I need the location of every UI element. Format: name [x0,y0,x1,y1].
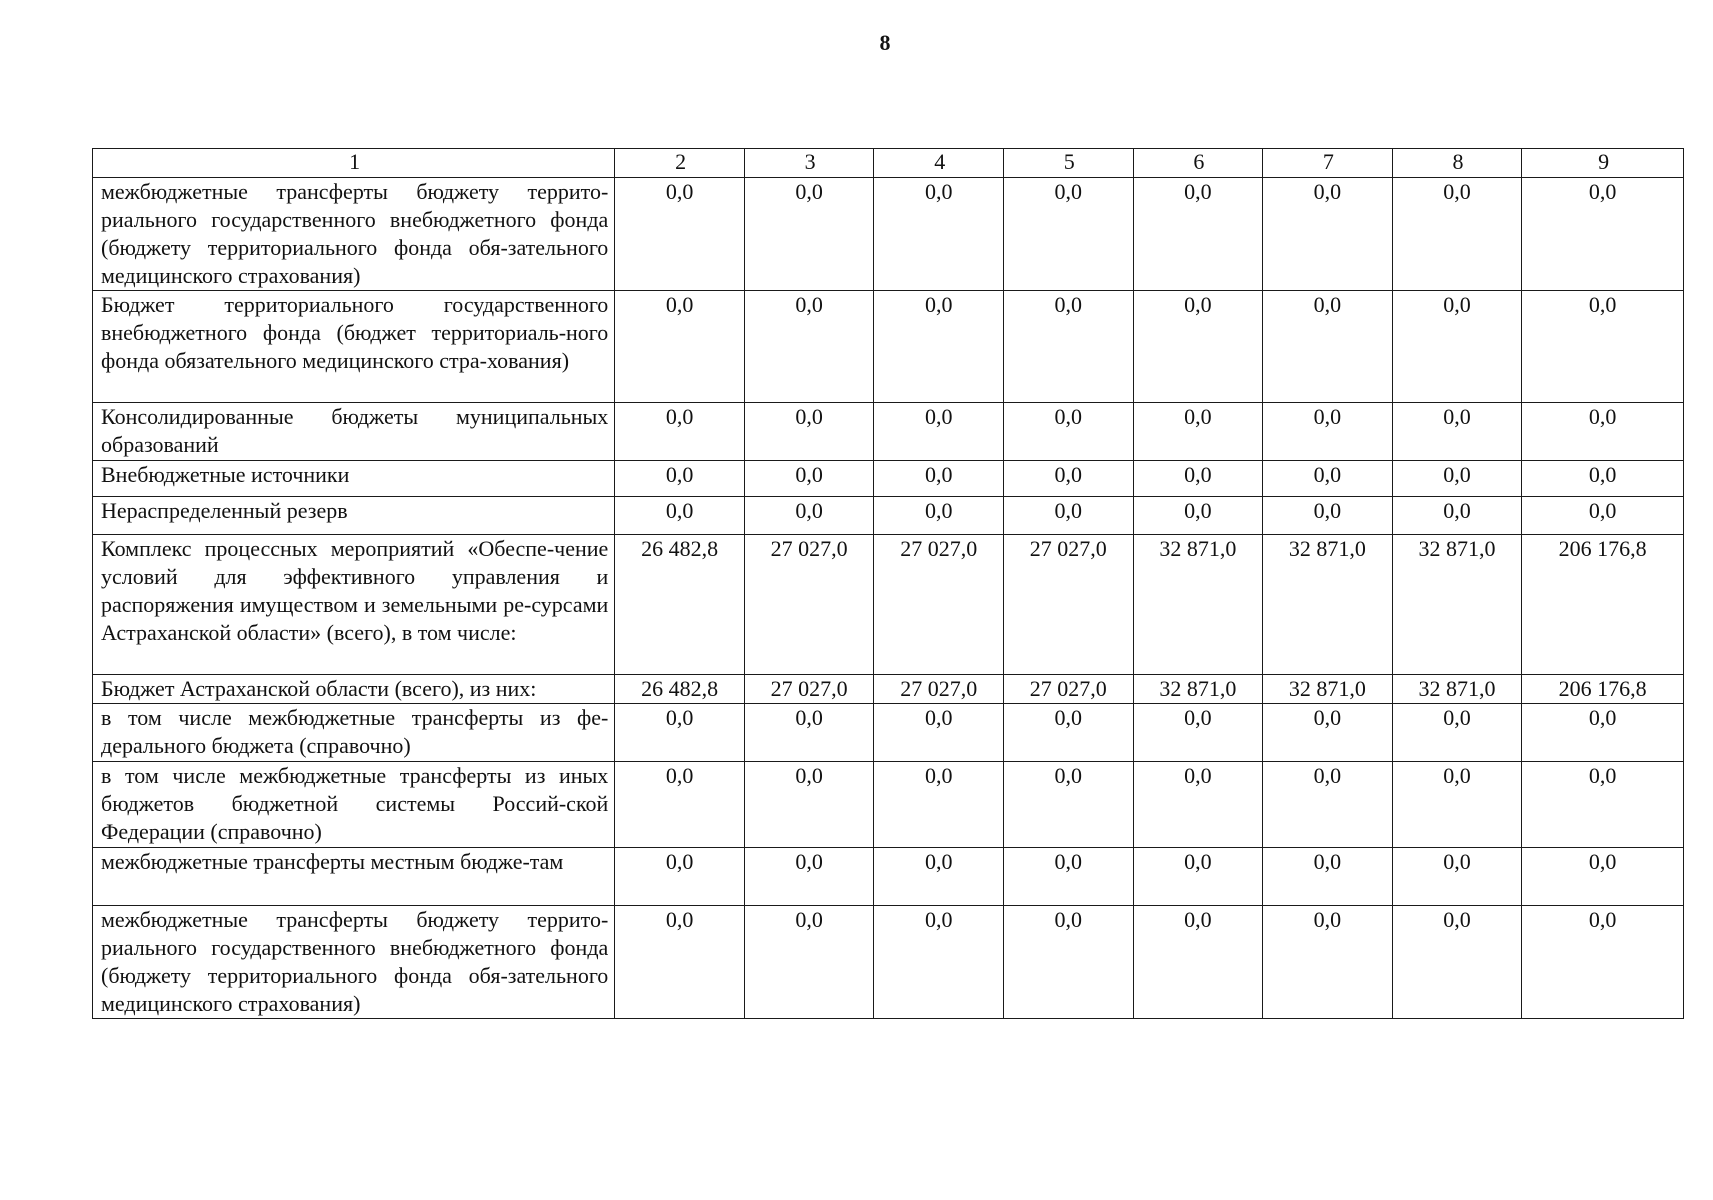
row-label: межбюджетные трансферты бюджету террито-риального государственного внебюджетного фонда (бюджету территориального фонда обя-зательного медицинского страхования) [93,906,615,1019]
cell-value: 0,0 [744,178,874,291]
column-number-header: 5 [1003,149,1133,178]
column-number-header: 2 [615,149,745,178]
row-label: в том числе межбюджетные трансферты из иных бюджетов бюджетной системы Россий-ской Федерации (справочно) [93,762,615,848]
cell-value: 0,0 [1133,497,1263,535]
cell-value: 0,0 [1003,291,1133,403]
cell-value: 0,0 [1522,704,1684,762]
cell-value: 0,0 [1003,848,1133,906]
cell-value: 0,0 [1133,906,1263,1019]
row-label: Нераспределенный резерв [93,497,615,535]
cell-value: 0,0 [615,848,745,906]
table-row [93,848,1684,906]
cell-value: 0,0 [1522,906,1684,1019]
cell-value: 0,0 [1133,178,1263,291]
cell-value: 0,0 [874,178,1004,291]
cell-value: 32 871,0 [1392,535,1522,675]
cell-value: 27 027,0 [744,675,874,704]
row-label: Бюджет Астраханской области (всего), из них: [93,675,615,704]
cell-value: 0,0 [615,906,745,1019]
cell-value: 206 176,8 [1522,675,1684,704]
cell-value: 0,0 [1522,291,1684,403]
cell-value: 0,0 [1263,906,1393,1019]
row-label: в том числе межбюджетные трансферты из фе-дерального бюджета (справочно) [93,704,615,762]
cell-value: 0,0 [744,403,874,461]
cell-value: 0,0 [1392,762,1522,848]
cell-value: 0,0 [1263,461,1393,497]
cell-value: 0,0 [615,704,745,762]
row-label: межбюджетные трансферты бюджету террито-риального государственного внебюджетного фонда (бюджету территориального фонда обя-зательного медицинского страхования) [93,178,615,291]
cell-value: 0,0 [874,291,1004,403]
cell-value: 0,0 [1133,403,1263,461]
cell-value: 0,0 [1263,762,1393,848]
cell-value: 32 871,0 [1133,675,1263,704]
cell-value: 0,0 [1133,848,1263,906]
cell-value: 0,0 [1003,403,1133,461]
row-label: Внебюджетные источники [93,461,615,497]
cell-value: 0,0 [615,178,745,291]
table-row [93,461,1684,497]
row-label: Консолидированные бюджеты муниципальных образований [93,403,615,461]
cell-value: 26 482,8 [615,675,745,704]
cell-value: 0,0 [874,906,1004,1019]
cell-value: 27 027,0 [874,535,1004,675]
cell-value: 0,0 [1133,291,1263,403]
cell-value: 27 027,0 [1003,675,1133,704]
cell-value: 32 871,0 [1263,675,1393,704]
cell-value: 0,0 [1392,403,1522,461]
cell-value: 0,0 [744,704,874,762]
cell-value: 0,0 [615,291,745,403]
cell-value: 27 027,0 [744,535,874,675]
cell-value: 32 871,0 [1133,535,1263,675]
column-number-header: 6 [1133,149,1263,178]
cell-value: 0,0 [1522,762,1684,848]
cell-value: 0,0 [874,461,1004,497]
table-row [93,403,1684,461]
table-row [93,535,1684,675]
cell-value: 0,0 [1263,497,1393,535]
cell-value: 0,0 [1003,704,1133,762]
cell-value: 0,0 [615,461,745,497]
row-label: Комплекс процессных мероприятий «Обеспе-чение условий для эффективного управления и распоряжения имуществом и земельными ре-сурсами Астраханской области» (всего), в том числе: [93,535,615,675]
table-row [93,291,1684,403]
table-row [93,497,1684,535]
table-row [93,704,1684,762]
cell-value: 0,0 [874,704,1004,762]
cell-value: 0,0 [1522,403,1684,461]
cell-value: 0,0 [1263,403,1393,461]
cell-value: 0,0 [1003,178,1133,291]
cell-value: 0,0 [1522,497,1684,535]
cell-value: 0,0 [1522,461,1684,497]
cell-value: 0,0 [744,461,874,497]
cell-value: 0,0 [1392,178,1522,291]
cell-value: 0,0 [1003,497,1133,535]
cell-value: 0,0 [744,906,874,1019]
column-number-header: 8 [1392,149,1522,178]
cell-value: 0,0 [1392,461,1522,497]
cell-value: 0,0 [615,497,745,535]
cell-value: 32 871,0 [1263,535,1393,675]
cell-value: 0,0 [744,762,874,848]
cell-value: 0,0 [744,848,874,906]
cell-value: 0,0 [744,497,874,535]
cell-value: 0,0 [1263,704,1393,762]
cell-value: 0,0 [874,848,1004,906]
table-row [93,178,1684,291]
row-label: межбюджетные трансферты местным бюдже-там [93,848,615,906]
cell-value: 0,0 [1003,906,1133,1019]
cell-value: 0,0 [874,497,1004,535]
cell-value: 27 027,0 [874,675,1004,704]
cell-value: 0,0 [1392,704,1522,762]
budget-table [92,148,1684,1019]
cell-value: 0,0 [615,403,745,461]
cell-value: 26 482,8 [615,535,745,675]
row-label: Бюджет территориального государственного внебюджетного фонда (бюджет территориаль-ного фонда обязательного медицинского стра-хования) [93,291,615,403]
cell-value: 0,0 [1133,461,1263,497]
cell-value: 0,0 [1392,497,1522,535]
cell-value: 32 871,0 [1392,675,1522,704]
column-number-header: 7 [1263,149,1393,178]
table-header-row [93,149,1684,178]
cell-value: 0,0 [874,762,1004,848]
cell-value: 206 176,8 [1522,535,1684,675]
cell-value: 0,0 [1392,291,1522,403]
column-number-header: 3 [744,149,874,178]
cell-value: 0,0 [1263,178,1393,291]
cell-value: 0,0 [1522,178,1684,291]
table-row [93,762,1684,848]
cell-value: 0,0 [744,291,874,403]
column-number-header: 9 [1522,149,1684,178]
cell-value: 0,0 [1003,461,1133,497]
table-row [93,906,1684,1019]
cell-value: 27 027,0 [1003,535,1133,675]
cell-value: 0,0 [1263,848,1393,906]
cell-value: 0,0 [615,762,745,848]
cell-value: 0,0 [1003,762,1133,848]
cell-value: 0,0 [1392,906,1522,1019]
cell-value: 0,0 [874,403,1004,461]
cell-value: 0,0 [1133,704,1263,762]
table-row [93,675,1684,704]
cell-value: 0,0 [1522,848,1684,906]
cell-value: 0,0 [1392,848,1522,906]
cell-value: 0,0 [1133,762,1263,848]
cell-value: 0,0 [1263,291,1393,403]
column-number-header: 4 [874,149,1004,178]
column-number-header: 1 [93,149,615,178]
page-number: 8 [879,30,891,55]
